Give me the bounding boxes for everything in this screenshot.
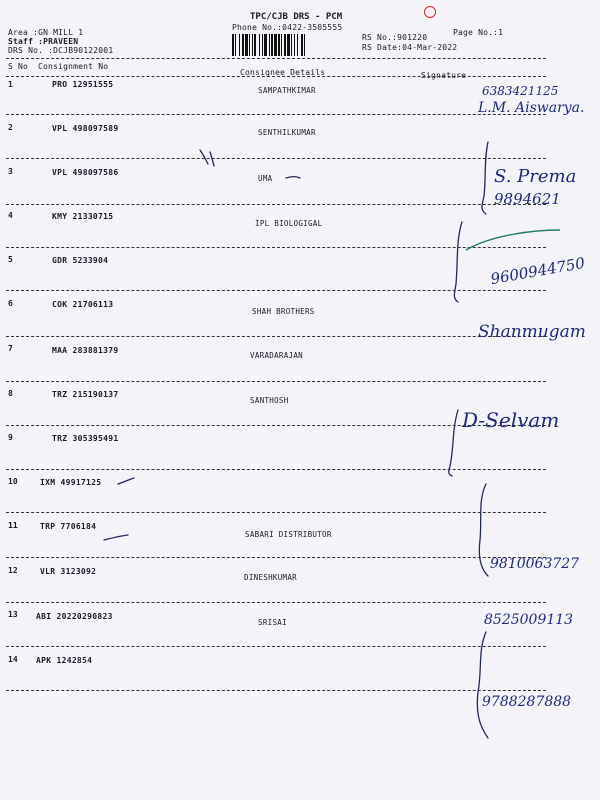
row-consignment: VLR 3123092: [40, 567, 97, 576]
row-sno: 12: [8, 566, 18, 575]
row-divider: [6, 690, 546, 691]
handwritten-phone: 6383421125: [482, 84, 559, 98]
row-consignee: VARADARAJAN: [250, 351, 303, 360]
handwritten-signature: Shanmugam: [478, 322, 586, 342]
row-consignment: TRZ 215190137: [52, 390, 119, 399]
row-consignment: GDR 5233904: [52, 256, 109, 265]
handwritten-signature: D-Selvam: [462, 408, 560, 432]
handwritten-signature: L.M. Aiswarya.: [478, 100, 585, 116]
handwritten-phone: 9600944750: [489, 253, 587, 289]
row-sno: 13: [8, 610, 18, 619]
row-consignment: TRP 7706184: [40, 522, 97, 531]
handwritten-phone: 9810063727: [490, 556, 580, 572]
row-consignee: SHAH BROTHERS: [252, 307, 315, 316]
row-divider: [6, 247, 546, 248]
col-sno: S No: [8, 62, 29, 71]
row-divider: [6, 512, 546, 513]
row-sno: 11: [8, 521, 18, 530]
col-consignment: Consignment No: [38, 62, 109, 71]
rs-date: RS Date:04-Mar-2022: [362, 43, 458, 52]
area-label: Area :GN MILL 1: [8, 28, 84, 37]
row-divider: [6, 290, 546, 291]
row-sno: 3: [8, 167, 13, 176]
row-divider: [6, 602, 546, 603]
row-consignment: COK 21706113: [52, 300, 114, 309]
row-divider: [6, 158, 546, 159]
row-consignee: SANTHOSH: [250, 396, 289, 405]
row-sno: 1: [8, 80, 13, 89]
row-sno: 6: [8, 299, 13, 308]
row-divider: [6, 204, 546, 205]
row-sno: 5: [8, 255, 13, 264]
col-signature: Signature: [421, 71, 467, 80]
row-sno: 14: [8, 655, 18, 664]
row-consignee: IPL BIOLOGIGAL: [255, 219, 323, 228]
row-consignee: DINESHKUMAR: [244, 573, 297, 582]
row-divider: [6, 381, 546, 382]
row-sno: 7: [8, 344, 13, 353]
page-number: Page No.:1: [453, 28, 504, 37]
handwritten-phone: 9894621: [494, 190, 561, 208]
row-consignment: VPL 498097589: [52, 124, 119, 133]
row-consignment: PRO 12951555: [52, 80, 114, 89]
rs-number: RS No.:901220: [362, 33, 428, 42]
handwritten-signature: S. Prema: [494, 166, 577, 187]
row-consignee: SABARI DISTRIBUTOR: [245, 530, 332, 539]
header-divider-bottom: [6, 76, 546, 77]
barcode-icon: [232, 34, 354, 56]
row-divider: [6, 557, 546, 558]
row-consignment: ABI 20220290823: [36, 612, 113, 621]
row-divider: [6, 336, 546, 337]
row-divider: [6, 646, 546, 647]
row-divider: [6, 114, 546, 115]
red-circle-mark: [424, 6, 436, 18]
sheet-title: TPC/CJB DRS - PCM: [250, 12, 343, 22]
drs-number: DRS No. :DCJB90122001: [8, 46, 114, 55]
row-consignment: IXM 49917125: [40, 478, 102, 487]
row-sno: 2: [8, 123, 13, 132]
handwritten-phone: 8525009113: [484, 612, 574, 628]
phone-number: Phone No.:0422-3505555: [232, 23, 343, 32]
header-divider: [6, 58, 546, 59]
handwritten-phone: 9788287888: [482, 694, 572, 710]
row-sno: 8: [8, 389, 13, 398]
row-consignment: VPL 498097586: [52, 168, 119, 177]
row-consignee: SAMPATHKIMAR: [258, 86, 316, 95]
col-consignee: Consignee Details: [240, 68, 326, 77]
row-consignment: MAA 283881379: [52, 346, 119, 355]
row-divider: [6, 469, 546, 470]
row-sno: 4: [8, 211, 13, 220]
row-sno: 10: [8, 477, 18, 486]
row-consignee: UMA: [258, 174, 273, 183]
row-consignee: SENTHILKUMAR: [258, 128, 316, 137]
staff-label: Staff :PRAVEEN: [8, 37, 79, 46]
row-consignment: APK 1242854: [36, 656, 93, 665]
row-consignment: TRZ 305395491: [52, 434, 119, 443]
row-sno: 9: [8, 433, 13, 442]
row-consignee: SRISAI: [258, 618, 287, 627]
row-consignment: KMY 21330715: [52, 212, 114, 221]
